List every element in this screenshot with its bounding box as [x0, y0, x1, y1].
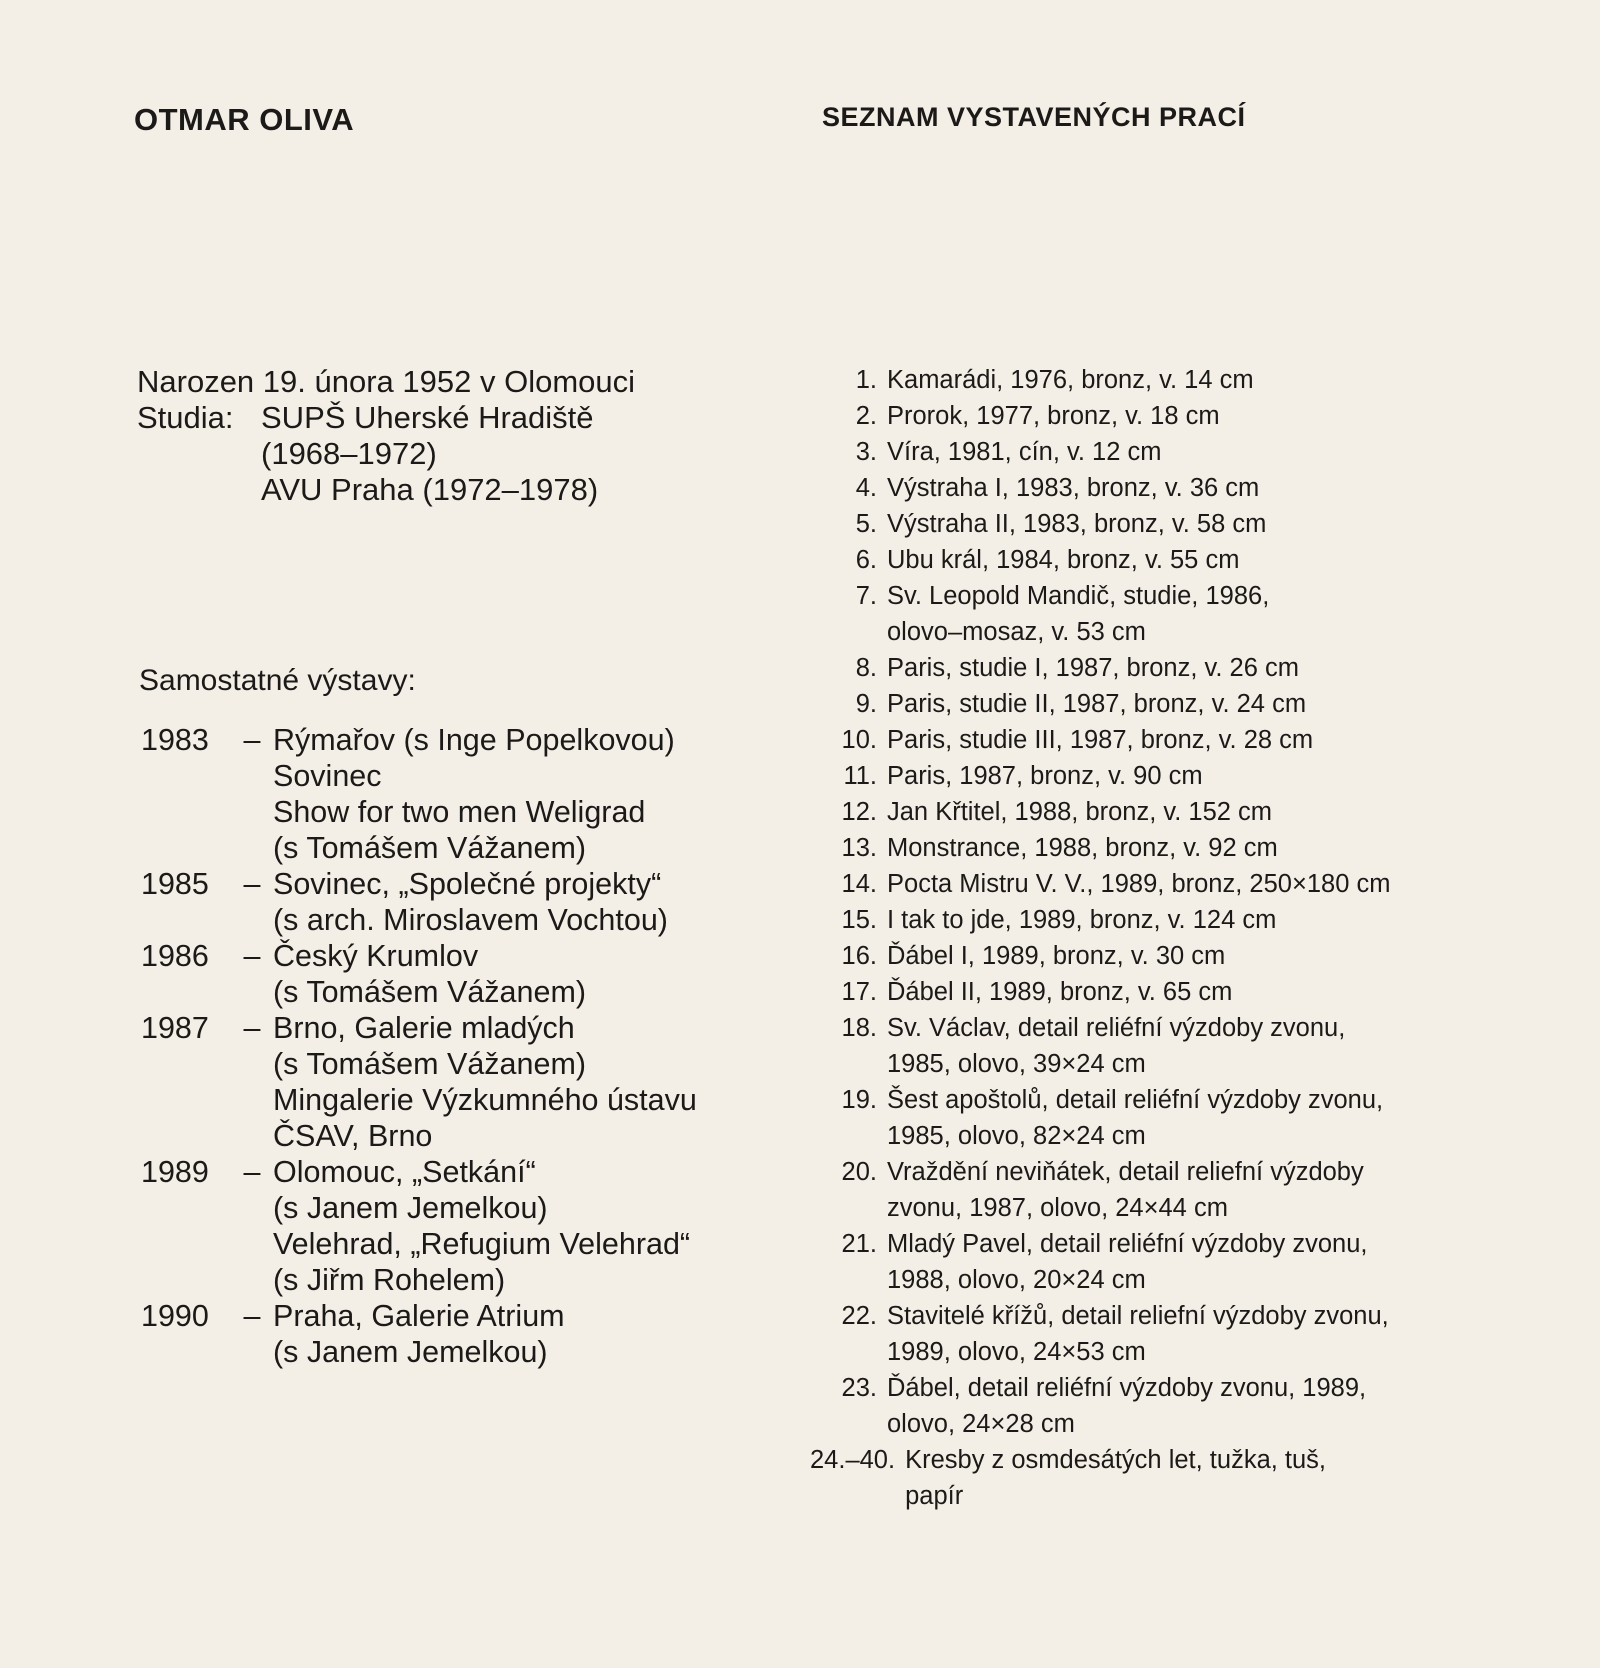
- work-description: [905, 1442, 1326, 1514]
- artist-name: OTMAR OLIVA: [134, 102, 355, 137]
- work-description: [887, 362, 1254, 398]
- work-line: olovo, 24×28 cm: [887, 1410, 1075, 1438]
- exhibition-entry: [141, 722, 697, 866]
- work-number: 7.: [855, 582, 877, 610]
- work-item: [820, 758, 1390, 794]
- work-number: 19.: [841, 1086, 877, 1114]
- exhibition-line: (s Janem Jemelkou): [273, 1335, 548, 1369]
- work-number: 23.: [841, 1374, 877, 1402]
- work-number: 10.: [841, 726, 877, 754]
- work-line: Paris, studie I, 1987, bronz, v. 26 cm: [887, 654, 1299, 682]
- exhibitions-title: Samostatné výstavy:: [139, 664, 416, 697]
- work-description: [887, 470, 1259, 506]
- exhibition-entry: [141, 1010, 697, 1154]
- work-line: I tak to jde, 1989, bronz, v. 124 cm: [887, 906, 1277, 934]
- work-item: [820, 1298, 1390, 1370]
- exhibition-dash: –: [243, 1155, 261, 1189]
- exhibition-year: 1987: [141, 1011, 209, 1045]
- exhibition-line: Praha, Galerie Atrium: [273, 1299, 565, 1333]
- work-description: [887, 542, 1239, 578]
- exhibition-lines: [273, 938, 586, 1010]
- work-number: 13.: [841, 834, 877, 862]
- work-item: [820, 902, 1390, 938]
- work-number: 8.: [855, 654, 877, 682]
- work-description: [887, 578, 1269, 650]
- work-number: 2.: [855, 402, 877, 430]
- studies-list: [261, 400, 598, 508]
- work-item: [820, 686, 1390, 722]
- work-line: Paris, studie II, 1987, bronz, v. 24 cm: [887, 690, 1307, 718]
- work-number: 11.: [843, 762, 877, 790]
- exhibition-year: 1986: [141, 939, 209, 973]
- exhibition-lines: [273, 1298, 565, 1370]
- work-line: Prorok, 1977, bronz, v. 18 cm: [887, 402, 1220, 430]
- exhibition-lines: [273, 866, 668, 938]
- work-line: Ďábel, detail reliéfní výzdoby zvonu, 1989,: [887, 1374, 1367, 1402]
- work-number: 15.: [841, 906, 877, 934]
- work-line: Kamarádi, 1976, bronz, v. 14 cm: [887, 366, 1254, 394]
- work-line: Šest apoštolů, detail reliéfní výzdoby zvonu,: [887, 1086, 1384, 1114]
- work-item: [820, 578, 1390, 650]
- exhibition-line: Mingalerie Výzkumného ústavu: [273, 1083, 697, 1117]
- work-number: 6.: [855, 546, 877, 574]
- exhibition-dash: –: [243, 939, 261, 973]
- work-item: [820, 542, 1390, 578]
- work-line: Ubu král, 1984, bronz, v. 55 cm: [887, 546, 1240, 574]
- work-line: Stavitelé křížů, detail reliefní výzdoby zvonu,: [887, 1302, 1389, 1330]
- work-line: Ďábel I, 1989, bronz, v. 30 cm: [887, 942, 1226, 970]
- work-item: [820, 1082, 1390, 1154]
- work-number: 24.–40.: [810, 1446, 896, 1474]
- work-number: 22.: [841, 1302, 877, 1330]
- work-line: 1985, olovo, 39×24 cm: [887, 1050, 1146, 1078]
- works-list: [810, 362, 1391, 1514]
- work-item: [820, 434, 1390, 470]
- work-item: [820, 722, 1390, 758]
- exhibition-line: (s Jiřm Rohelem): [273, 1263, 506, 1297]
- work-line: Pocta Mistru V. V., 1989, bronz, 250×180 cm: [887, 870, 1391, 898]
- work-line: papír: [905, 1482, 964, 1510]
- work-item: [820, 1010, 1390, 1082]
- work-line: Sv. Leopold Mandič, studie, 1986,: [887, 582, 1270, 610]
- exhibition-line: (s Janem Jemelkou): [273, 1191, 548, 1225]
- exhibition-dash: –: [243, 723, 261, 757]
- work-item: [820, 506, 1390, 542]
- exhibition-line: Sovinec, „Společné projekty“: [273, 867, 662, 901]
- work-description: [887, 1082, 1383, 1154]
- exhibition-entry: [141, 1298, 697, 1370]
- work-item: [820, 470, 1390, 506]
- biography: [137, 364, 635, 508]
- work-description: [887, 974, 1232, 1010]
- work-number: 12.: [841, 798, 877, 826]
- work-line: zvonu, 1987, olovo, 24×44 cm: [887, 1194, 1228, 1222]
- exhibition-line: (s Tomášem Vážanem): [273, 1047, 587, 1081]
- work-description: [887, 434, 1162, 470]
- work-description: [887, 794, 1272, 830]
- work-line: Ďábel II, 1989, bronz, v. 65 cm: [887, 978, 1233, 1006]
- exhibition-dash: –: [243, 867, 261, 901]
- studies-line: (1968–1972): [261, 436, 437, 471]
- work-description: [887, 722, 1313, 758]
- exhibition-line: (s Tomášem Vážanem): [273, 831, 587, 865]
- work-number: 1.: [855, 366, 877, 394]
- birth-info: Narozen 19. února 1952 v Olomouci: [137, 364, 636, 399]
- work-item: [820, 650, 1390, 686]
- work-description: [887, 758, 1203, 794]
- work-line: Výstraha I, 1983, bronz, v. 36 cm: [887, 474, 1260, 502]
- exhibition-line: (s arch. Miroslavem Vochtou): [273, 903, 668, 937]
- work-number: 16.: [841, 942, 877, 970]
- work-item: [820, 1154, 1390, 1226]
- studies-label: Studia:: [137, 400, 234, 435]
- work-line: Sv. Václav, detail reliéfní výzdoby zvonu,: [887, 1014, 1346, 1042]
- exhibitions-list: [141, 722, 697, 1370]
- exhibition-dash: –: [243, 1011, 261, 1045]
- exhibition-dash: –: [243, 1299, 261, 1333]
- exhibition-line: Show for two men Weligrad: [273, 795, 646, 829]
- studies-line: SUPŠ Uherské Hradiště: [261, 400, 594, 435]
- work-item: [820, 830, 1390, 866]
- work-line: Víra, 1981, cín, v. 12 cm: [887, 438, 1162, 466]
- work-item: [810, 1442, 1390, 1514]
- work-number: 17.: [841, 978, 877, 1006]
- exhibition-year: 1983: [141, 723, 209, 757]
- work-description: [887, 398, 1220, 434]
- work-item: [820, 362, 1390, 398]
- work-line: 1988, olovo, 20×24 cm: [887, 1266, 1146, 1294]
- exhibition-entry: [141, 866, 697, 938]
- work-description: [887, 830, 1278, 866]
- work-line: Mladý Pavel, detail reliéfní výzdoby zvonu,: [887, 1230, 1368, 1258]
- work-item: [820, 794, 1390, 830]
- work-item: [820, 974, 1390, 1010]
- work-line: olovo–mosaz, v. 53 cm: [887, 618, 1146, 646]
- work-line: Paris, 1987, bronz, v. 90 cm: [887, 762, 1203, 790]
- exhibition-line: Brno, Galerie mladých: [273, 1011, 575, 1045]
- exhibition-entry: [141, 1154, 697, 1298]
- work-description: [887, 902, 1276, 938]
- work-line: 1985, olovo, 82×24 cm: [887, 1122, 1146, 1150]
- work-line: 1989, olovo, 24×53 cm: [887, 1338, 1146, 1366]
- work-description: [887, 686, 1306, 722]
- work-description: [887, 1010, 1345, 1082]
- works-list-title: SEZNAM VYSTAVENÝCH PRACÍ: [822, 102, 1246, 132]
- exhibition-year: 1989: [141, 1155, 209, 1189]
- work-description: [887, 1370, 1366, 1442]
- exhibition-lines: [273, 1154, 690, 1298]
- work-description: [887, 1298, 1389, 1370]
- work-description: [887, 650, 1299, 686]
- studies-line: AVU Praha (1972–1978): [261, 472, 599, 507]
- work-item: [820, 938, 1390, 974]
- exhibition-entry: [141, 938, 697, 1010]
- exhibition-line: (s Tomášem Vážanem): [273, 975, 587, 1009]
- work-line: Vraždění neviňátek, detail reliefní výzdoby: [887, 1158, 1364, 1186]
- work-item: [820, 1226, 1390, 1298]
- exhibition-line: Sovinec: [273, 759, 382, 793]
- exhibition-year: 1990: [141, 1299, 209, 1333]
- work-number: 20.: [841, 1158, 877, 1186]
- work-line: Paris, studie III, 1987, bronz, v. 28 cm: [887, 726, 1314, 754]
- work-number: 14.: [841, 870, 877, 898]
- work-line: Kresby z osmdesátých let, tužka, tuš,: [905, 1446, 1327, 1474]
- exhibition-line: ČSAV, Brno: [273, 1119, 433, 1153]
- exhibition-line: Český Krumlov: [273, 939, 479, 973]
- work-description: [887, 1154, 1364, 1226]
- work-description: [887, 866, 1390, 902]
- work-description: [887, 938, 1225, 974]
- work-number: 5.: [855, 510, 877, 538]
- work-line: Výstraha II, 1983, bronz, v. 58 cm: [887, 510, 1267, 538]
- work-description: [887, 506, 1266, 542]
- studies-row: [137, 400, 635, 508]
- work-number: 3.: [855, 438, 877, 466]
- work-line: Monstrance, 1988, bronz, v. 92 cm: [887, 834, 1278, 862]
- exhibition-line: Rýmařov (s Inge Popelkovou): [273, 723, 675, 757]
- work-number: 18.: [841, 1014, 877, 1042]
- exhibition-lines: [273, 722, 675, 866]
- work-line: Jan Křtitel, 1988, bronz, v. 152 cm: [887, 798, 1273, 826]
- work-number: 21.: [841, 1230, 877, 1258]
- exhibition-line: Olomouc, „Setkání“: [273, 1155, 536, 1189]
- work-item: [820, 866, 1390, 902]
- work-item: [820, 398, 1390, 434]
- exhibition-lines: [273, 1010, 697, 1154]
- work-number: 4.: [855, 474, 877, 502]
- work-number: 9.: [855, 690, 877, 718]
- work-item: [820, 1370, 1390, 1442]
- work-description: [887, 1226, 1368, 1298]
- exhibition-line: Velehrad, „Refugium Velehrad“: [273, 1227, 691, 1261]
- exhibition-year: 1985: [141, 867, 209, 901]
